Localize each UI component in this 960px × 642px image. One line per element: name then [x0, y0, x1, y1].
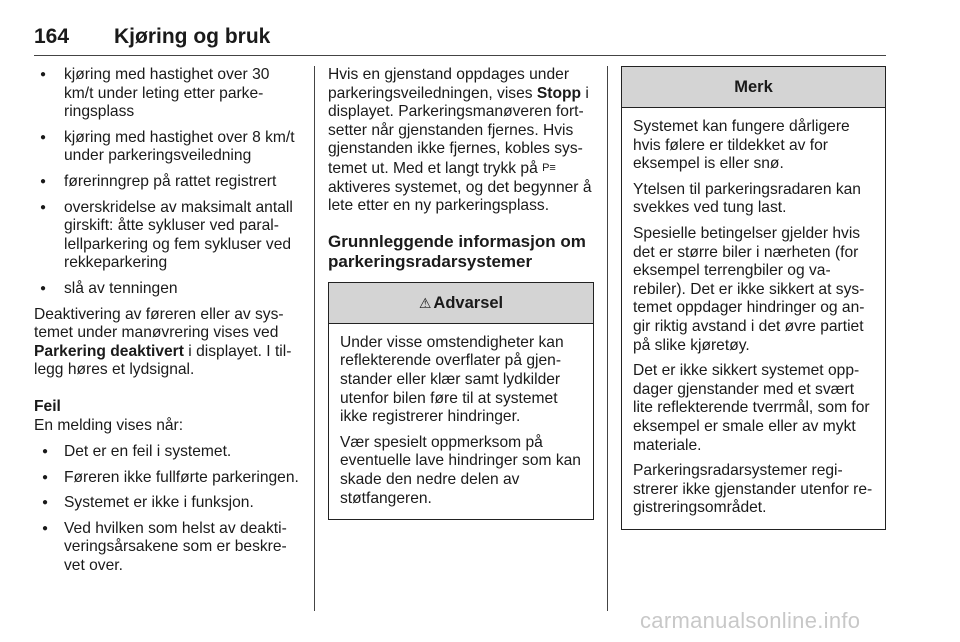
note-paragraph: Det er ikke sikkert systemet oppdager gjenstander med et svært lite reflekterende tverrmål, som for eksempel er smale eller av mykt materiale.	[633, 362, 870, 454]
note-box-header: Merk	[622, 67, 885, 108]
column-1	[34, 66, 302, 583]
section-heading-feil: Feil	[34, 397, 61, 415]
warning-box-header	[329, 283, 593, 324]
list-item: ● førerinngrep på rattet registrert	[34, 173, 302, 192]
deactivation-conditions-list	[34, 66, 302, 299]
list-item: ● kjøring med hastighet over 30 km/t under leting etter parkeringsplass	[34, 66, 302, 122]
column-2	[328, 66, 594, 520]
page-number: 164	[34, 25, 70, 48]
parking-assist-button-icon: P≡	[542, 161, 556, 174]
list-item: ● slå av tenningen	[34, 280, 302, 299]
note-box	[621, 66, 886, 530]
display-message-label: Parkering deaktivert	[34, 342, 184, 360]
list-item: ● kjøring med hastighet over 8 km/t under parkeringsveiledning	[34, 129, 302, 166]
warning-box-body	[329, 324, 593, 519]
feil-intro: En melding vises når:	[34, 416, 184, 434]
list-item: ● Ved hvilken som helst av deaktiveringsårsakene som er beskrevet over.	[34, 520, 302, 576]
note-box-body	[622, 108, 885, 529]
warning-triangle-icon: ⚠	[418, 294, 432, 311]
list-item: ● Føreren ikke fullførte parkeringen.	[34, 469, 302, 488]
watermark-logo: carmanualsonline.info	[640, 608, 861, 633]
section-heading-parking-radar: Grunnleggende informasjon om parkeringsradarsystemer	[328, 231, 586, 271]
list-item: ● overskridelse av maksimalt antall girskift: åtte sykluser ved parallellparkering og fem sykluser ved rekkeparkering	[34, 199, 302, 273]
list-item: ● Det er en feil i systemet.	[34, 443, 302, 462]
column-divider-2	[607, 66, 608, 611]
note-paragraph: Spesielle betingelser gjelder hvis det er større biler i nærheten (for eksempel terrengbiler og varebiler). Det er ikke sikkert at systemet oppdager hindringer og angir riktig avstand i det øvre partiet på slike kjøretøy.	[633, 224, 865, 354]
stop-paragraph: Hvis en gjenstand oppdages under parkeringsveiledningen, vises Stopp i displayet. Parkeringsmanøveren fortsetter når gjenstanden fjernes. Hvis gjenstanden ikke fjernes, kobles systemet ut. Med et langt trykk på P≡ aktiveres systemet, og det begynner å lete etter en ny parkeringsplass.	[328, 66, 592, 215]
list-item: ● Systemet er ikke i funksjon.	[34, 494, 302, 513]
warning-paragraph: Vær spesielt oppmerksom på eventuelle lave hindringer som kan skade den nedre delen av støtfangeren.	[340, 433, 581, 507]
warning-title: Advarsel	[433, 293, 504, 312]
column-3	[621, 66, 886, 530]
note-paragraph: Ytelsen til parkeringsradaren kan svekkes ved tung last.	[633, 180, 861, 217]
page-header	[34, 25, 886, 54]
header-divider	[34, 55, 886, 56]
warning-box	[328, 282, 594, 520]
fault-conditions-list	[34, 443, 302, 576]
warning-paragraph: Under visse omstendigheter kan reflekterende overflater på gjenstander eller klær samt lydkilder utenfor bilen føre til at systemet ikke registrerer hindringer.	[340, 333, 564, 426]
note-paragraph: Systemet kan fungere dårligere hvis følere er tildekket av for eksempel is eller snø.	[633, 118, 850, 173]
chapter-title: Kjøring og bruk	[114, 25, 271, 48]
stop-label: Stopp	[536, 84, 582, 102]
note-paragraph: Parkeringsradarsystemer registrerer ikke gjenstander utenfor registreringsområdet.	[633, 462, 873, 517]
deactivation-paragraph: Deaktivering av føreren eller av systemet under manøvrering vises ved Parkering deaktivert i displayet. I tillegg høres et lydsignal.	[34, 305, 292, 379]
column-divider-1	[314, 66, 315, 611]
